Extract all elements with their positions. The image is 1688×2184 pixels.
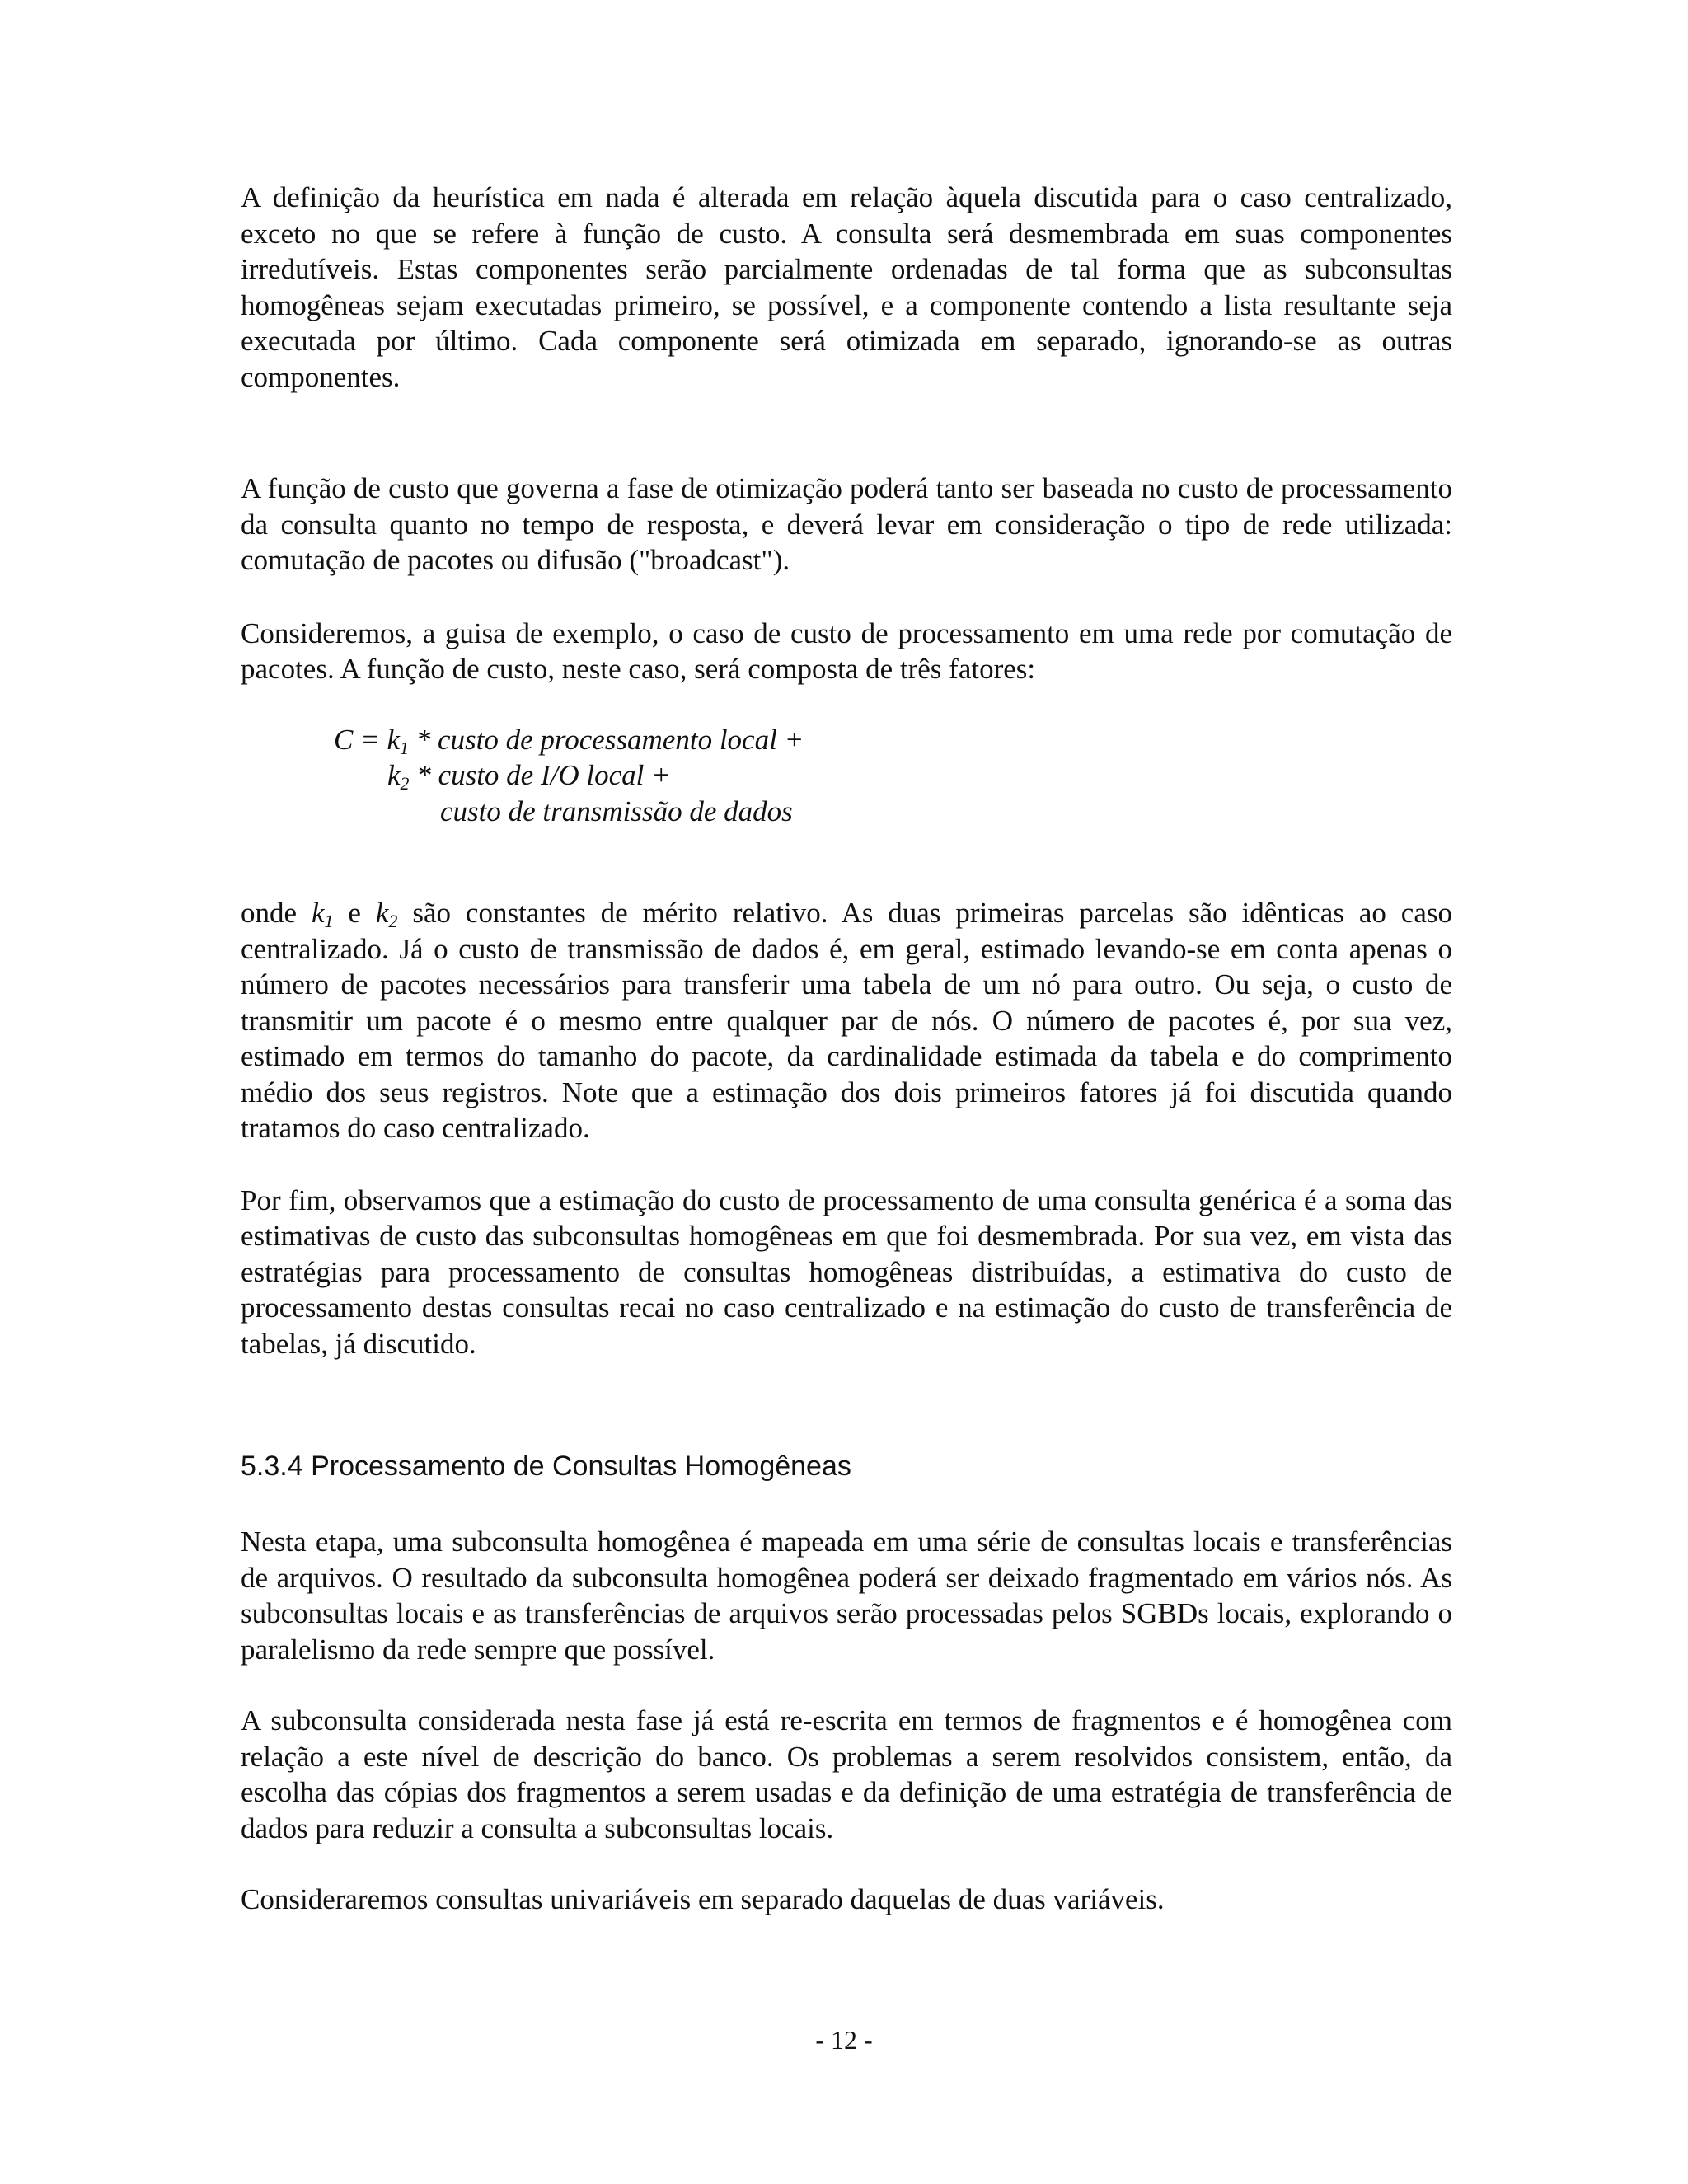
paragraph-conclusion: Por fim, observamos que a estimação do custo de processamento de uma consulta genérica é a soma das estimativas de custo das subconsultas homogêneas em que foi desmembrada. Por sua vez, em vista das estratégias para processamento de consultas homogêneas distribuídas, a estimativa do custo de processamento destas consultas recai no caso centralizado e na estimação do custo de transferência de tabelas, já discutido. bbox=[241, 1183, 1452, 1360]
page-body bbox=[241, 180, 1452, 1918]
formula-line-2 bbox=[241, 757, 1452, 794]
paragraph-constants bbox=[241, 895, 1452, 1146]
paragraph-univariable: Consideraremos consultas univariáveis em separado daquelas de duas variáveis. bbox=[241, 1883, 1165, 1915]
paragraph-stage-description: Nesta etapa, uma subconsulta homogênea é mapeada em uma série de consultas locais e transferências de arquivos. O resultado da subconsulta homogênea poderá ser deixado fragmentado em vários nós. As subconsultas locais e as transferências de arquivos serão processadas pelos SGBDs locais, explorando o paralelismo da rede sempre que possível. bbox=[241, 1526, 1452, 1666]
formula-line-2-subscript: 2 bbox=[400, 773, 410, 794]
variable-k1 bbox=[312, 897, 334, 929]
cost-formula bbox=[241, 722, 1452, 830]
section-heading: 5.3.4 Processamento de Consultas Homogêneas bbox=[241, 1451, 851, 1482]
formula-line-2-text: * custo de I/O local + bbox=[409, 759, 671, 791]
paragraph-heuristic-definition: A definição da heurística em nada é alterada em relação àquela discutida para o caso centralizado, exceto no que se refere à função de custo. A consulta será desmembrada em suas componentes irredutíveis. Estas componentes serão parcialmente ordenadas de tal forma que as subconsultas homogêneas sejam executadas primeiro, se possível, e a componente contendo a lista resultante seja executada por último. Cada componente será otimizada em separado, ignorando-se as outras componentes. bbox=[241, 181, 1452, 393]
formula-line-1-prefix: C = k bbox=[334, 723, 400, 756]
paragraph-constants-and: e bbox=[333, 897, 376, 929]
paragraph-cost-function: A função de custo que governa a fase de otimização poderá tanto ser baseada no custo de processamento da consulta quanto no tempo de resposta, e deverá levar em consideração o tipo de rede utilizada: comutação de pacotes ou difusão ("broadcast"). bbox=[241, 472, 1452, 576]
formula-line-1-subscript: 1 bbox=[400, 737, 409, 758]
variable-k2-subscript: 2 bbox=[388, 911, 398, 931]
formula-line-1-text: * custo de processamento local + bbox=[409, 723, 804, 756]
formula-line-2-prefix: k bbox=[387, 759, 401, 791]
page-number: - 12 - bbox=[815, 2025, 873, 2055]
variable-k2-letter: k bbox=[375, 897, 389, 929]
variable-k1-letter: k bbox=[311, 897, 325, 929]
paragraph-constants-start: onde bbox=[241, 897, 312, 929]
paragraph-subquery-problems: A subconsulta considerada nesta fase já está re-escrita em termos de fragmentos e é homogênea com relação a este nível de descrição do banco. Os problemas a serem resolvidos consistem, então, da escolha das cópias dos fragmentos a serem usadas e da definição de uma estratégia de transferência de dados para reduzir a consulta a subconsultas locais. bbox=[241, 1704, 1452, 1844]
formula-line-1 bbox=[241, 722, 1452, 758]
formula-line-3: custo de transmissão de dados bbox=[440, 794, 793, 827]
variable-k1-subscript: 1 bbox=[324, 911, 334, 931]
paragraph-constants-rest: são constantes de mérito relativo. As duas primeiras parcelas são idênticas ao caso centralizado. Já o custo de transmissão de dados é, em geral, estimado levando-se em conta apenas o número de pacotes necessários para transferir uma tabela de um nó para outro. Ou seja, o custo de transmitir um pacote é o mesmo entre qualquer par de nós. O número de pacotes é, por sua vez, estimado em termos do tamanho do pacote, da cardinalidade estimada da tabela e do comprimento médio dos seus registros. Note que a estimação dos dois primeiros fatores já foi discutida quando tratamos do caso centralizado. bbox=[241, 897, 1452, 1144]
paragraph-example-intro: Consideremos, a guisa de exemplo, o caso de custo de processamento em uma rede por comutação de pacotes. A função de custo, neste caso, será composta de três fatores: bbox=[241, 616, 1452, 685]
variable-k2 bbox=[376, 897, 398, 929]
